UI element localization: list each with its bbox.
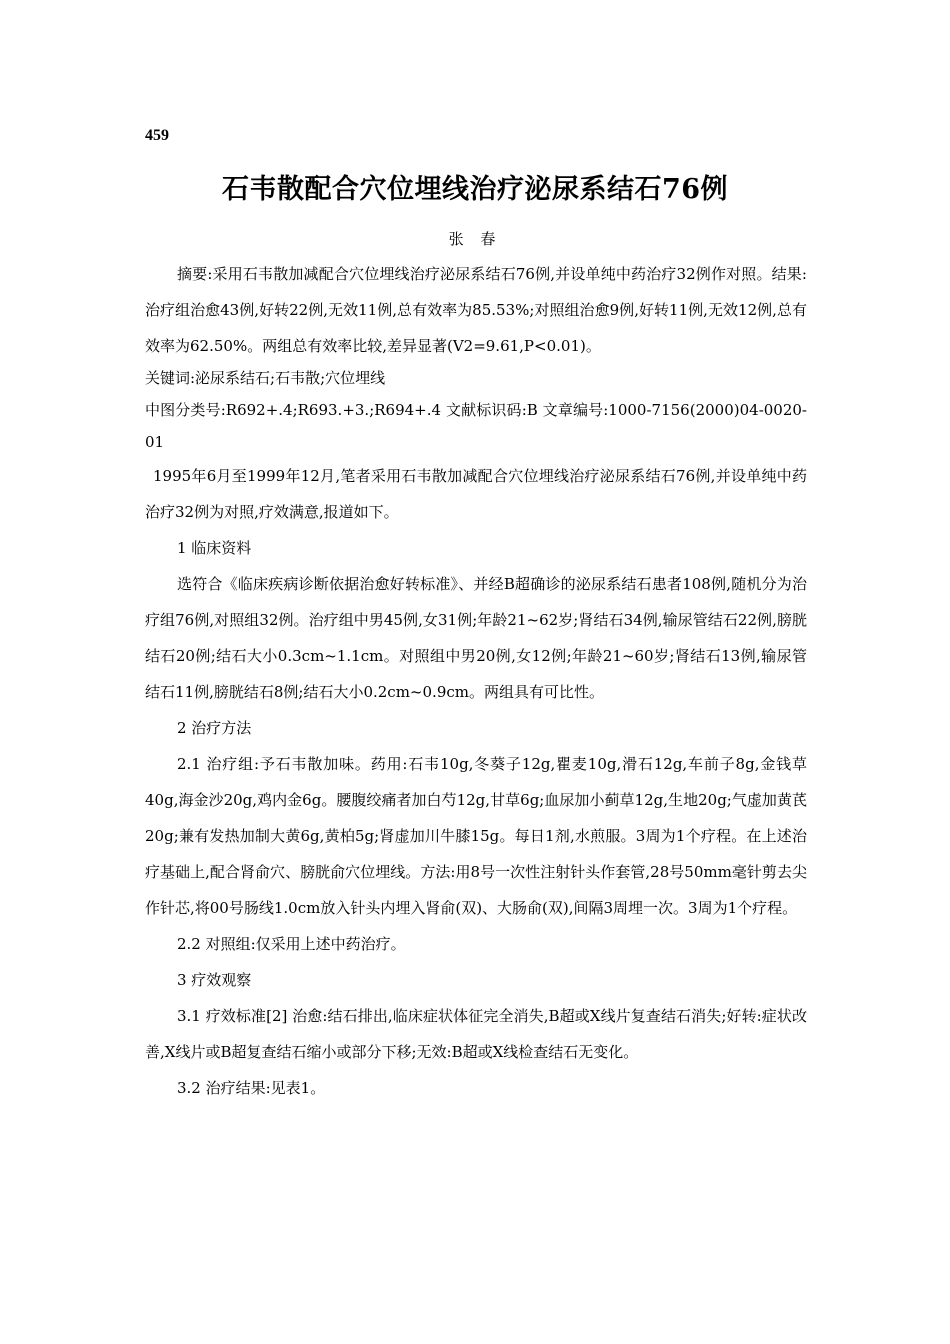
efficacy-criteria-paragraph: 3.1 疗效标准[2] 治愈:结石排出,临床症状体征完全消失,B超或X线片复查结石消失;好转:症状改善,X线片或B超复查结石缩小或部分下移;无效:B超或X线检查结石无变化。 [145,1007,807,1061]
treatment-results-paragraph: 3.2 治疗结果:见表1。 [177,1079,326,1097]
clinical-data-paragraph: 选符合《临床疾病诊断依据治愈好转标准》、并经B超确诊的泌尿系结石患者108例,随机分为治疗组76例,对照组32例。治疗组中男45例,女31例;年龄21~62岁;肾结石34例,输尿管结石22例,膀胱结石20例;结石大小0.3cm~1.1cm。对照组中男20例,女12例;年龄21~60岁;肾结石13例,输尿管结石11例,膀胱结石8例;结石大小0.2cm~0.9cm。两组具有可比性。 [145,575,807,701]
article-title: 石韦散配合穴位埋线治疗泌尿系结石76例 [221,174,729,205]
section-heading-treatment-method: 2 治疗方法 [177,719,252,737]
treatment-group-paragraph: 2.1 治疗组:予石韦散加味。药用:石韦10g,冬葵子12g,瞿麦10g,滑石12g,车前子8g,金钱草40g,海金沙20g,鸡内金6g。腰腹绞痛者加白芍12g,甘草6g;血尿加小蓟草12g,生地20g;气虚加黄芪20g;兼有发热加制大黄6g,黄柏5g;肾虚加川牛膝15g。每日1剂,水煎服。3周为1个疗程。在上述治疗基础上,配合肾俞穴、膀胱俞穴位埋线。方法:用8号一次性注射针头作套管,28号50mm毫针剪去尖作针芯,将00号肠线1.0cm放入针头内埋入肾俞(双)、大肠俞(双),间隔3周埋一次。3周为1个疗程。 [145,755,807,917]
abstract: 摘要:采用石韦散加减配合穴位埋线治疗泌尿系结石76例,并设单纯中药治疗32例作对照。结果:治疗组治愈43例,好转22例,无效11例,总有效率为85.53%;对照组治愈9例,好转11例,无效12例,总有效率为62.50%。两组总有效率比较,差异显著(V2=9.61,P<0.01)。 [145,265,807,355]
section-heading-efficacy-observation: 3 疗效观察 [177,971,252,989]
keywords: 关键词:泌尿系结石;石韦散;穴位埋线 [145,369,386,387]
page-number: 459 [145,127,169,144]
classification-line: 中图分类号:R692+.4;R693.+3.;R694+.4 文献标识码:B 文章编号:1000-7156(2000)04-0020-01 [145,401,807,451]
article-body [145,256,807,1106]
control-group-paragraph: 2.2 对照组:仅采用上述中药治疗。 [177,935,406,953]
section-heading-clinical-data: 1 临床资料 [177,539,252,557]
author: 张 春 [448,230,502,248]
intro-paragraph: 1995年6月至1999年12月,笔者采用石韦散加减配合穴位埋线治疗泌尿系结石76例,并设单纯中药治疗32例为对照,疗效满意,报道如下。 [145,467,807,521]
